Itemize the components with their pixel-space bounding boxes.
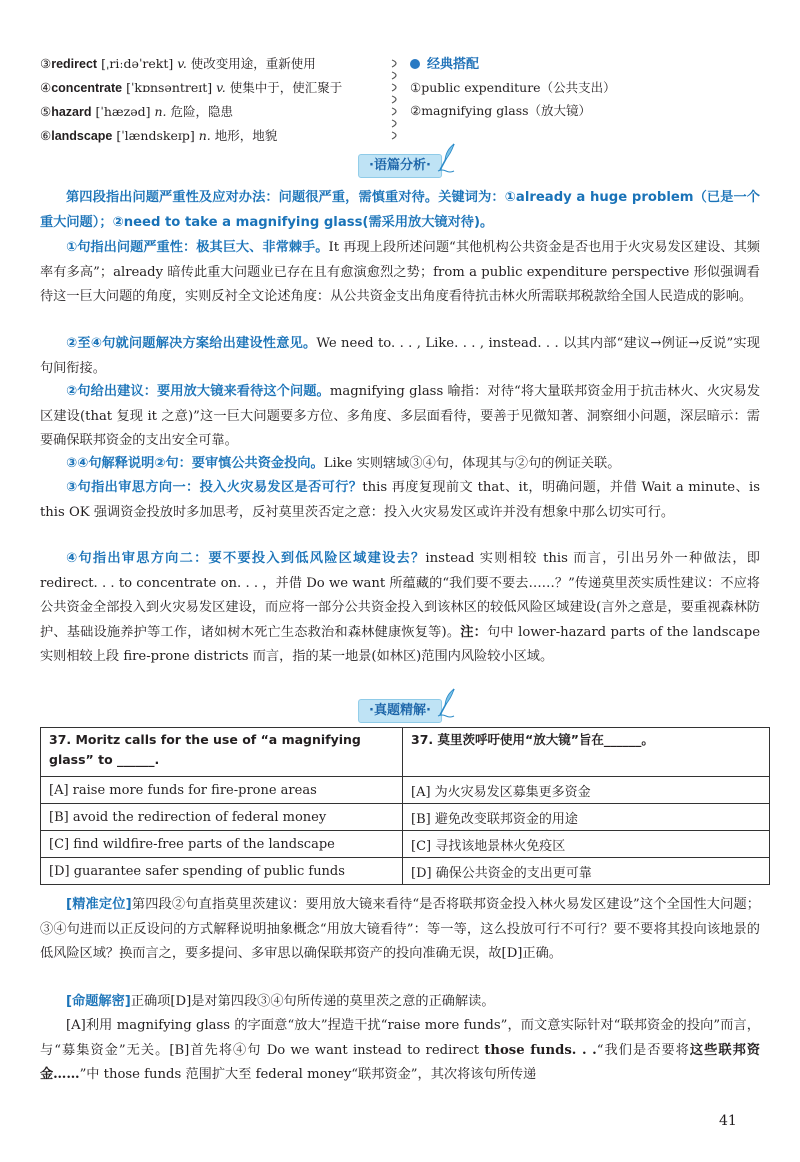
vocab-list <box>40 52 390 148</box>
spiral-divider-icon <box>389 56 403 142</box>
section-title: ·真题精解· <box>358 699 442 723</box>
analysis-paragraph: ④句指出审思方向二：要不要投入到低风险区域建设去？instead 实则相较 this 而言，引出另外一种做法，即 redirect. . . to concentrate on. . . ，并借 Do we want 所蕴藏的“我们要不要去……？”传递莫里茨实质性建议：不应将公共资金全部投入到火灾易发区建设，而应将一部分公共资金投入到该林区的较低风险区域建设(言外之意是，要重视森林防护、基础设施养护等工作，诸如树木死亡生态救治和森林健康恢复等)。注：句中 lower-hazard parts of the landscape 实则相较上段 fire-prone districts 而言，指的某一地景(如林区)范围内风险较小区域。 <box>40 551 761 664</box>
quill-pen-icon <box>436 685 458 719</box>
bullet-dot-icon <box>410 59 420 69</box>
section-banner-solution <box>0 695 800 725</box>
analysis-intro: 第四段指出问题严重性及应对办法：问题很严重，需慎重对待。关键词为：①already a huge problem（已是一个重大问题）；②need to take a magnifying glass(需采用放大镜对待)。 <box>40 190 760 230</box>
option-en: [D] guarantee safer spending of public funds <box>41 858 403 885</box>
collocation-item: ②magnifying glass（放大镜） <box>410 103 592 118</box>
vocab-item: ⑥landscape [ˈlændskeɪp] n. 地形，地貌 <box>40 128 278 143</box>
page-number: 41 <box>719 1113 737 1129</box>
analysis-paragraph: ③句指出审思方向一：投入火灾易发区是否可行？this 再度复现前文 that、it，明确问题，并借 Wait a minute、is this OK 强调资金投放时多加思考，反衬莫里茨否定之意：投入火灾易发区或许并没有想象中那么切实可行。 <box>40 480 760 520</box>
quill-pen-icon <box>436 140 458 174</box>
analysis-paragraph: ②句给出建议：要用放大镜来看待这个问题。magnifying glass 喻指：对待“将大量联邦资金用于抗击林火、火灾易发区建设(that 复现 it 之意)”这一巨大问题要多方位、多角度、多层面看待，要善于见微知著、洞察细小问题，深层暗示：需要确保联邦资金的支出安全可靠。 <box>40 384 761 448</box>
option-zh: [A] 为火灾易发区募集更多资金 <box>403 777 770 804</box>
option-row <box>41 831 770 858</box>
question-table <box>40 727 770 885</box>
answer-decode: [命题解密]正确项[D]是对第四段③④句所传递的莫里茨之意的正确解读。 <box>66 994 495 1009</box>
collocation-item: ①public expenditure（公共支出） <box>410 80 616 95</box>
analysis-paragraph: ③④句解释说明②句：要审慎公共资金投向。Like 实则辖域③④句，体现其与②句的例证关联。 <box>66 456 621 471</box>
option-en: [C] find wildfire-free parts of the landscape <box>41 831 403 858</box>
analysis-paragraph: ②至④句就问题解决方案给出建设性意见。We need to. . . , Like. . . , instead. . . 以其内部“建议→例证→反说”实现句间衔接。 <box>40 336 760 376</box>
section-title: ·语篇分析· <box>358 154 442 178</box>
option-zh: [C] 寻找该地景林火免疫区 <box>403 831 770 858</box>
vocab-item: ⑤hazard [ˈhæzəd] n. 危险，隐患 <box>40 104 233 119</box>
collocation-title: 经典搭配 <box>427 57 480 72</box>
question-stem-en: 37. Moritz calls for the use of “a magnifying glass” to ______. <box>41 728 403 777</box>
option-zh: [B] 避免改变联邦资金的用途 <box>403 804 770 831</box>
vocab-item: ③redirect [ˌriːdəˈrekt] v. 使改变用途，重新使用 <box>40 56 316 71</box>
question-stem-row <box>41 728 770 777</box>
option-row <box>41 777 770 804</box>
section-banner-analysis <box>0 150 800 180</box>
option-row <box>41 858 770 885</box>
collocation-box <box>410 52 770 122</box>
analysis-paragraph: ①句指出问题严重性：极其巨大、非常棘手。It 再现上段所述问题“其他机构公共资金是否也用于火灾易发区建设、其频率有多高”；already 暗传此重大问题业已存在且有愈演愈烈之势；from a public expenditure perspective 形似强调看待这一巨大问题的角度，实则反衬全文论述角度：从公共资金支出角度看待抗击林火所需联邦税款给全国人民造成的影响。 <box>40 240 760 304</box>
option-row <box>41 804 770 831</box>
question-stem-zh: 37. 莫里茨呼吁使用“放大镜”旨在______。 <box>403 728 770 777</box>
answer-location: [精准定位]第四段②句直指莫里茨建议：要用放大镜来看待“是否将联邦资金投入林火易发区建设”这个全国性大问题；③④句进而以正反设问的方式解释说明抽象概念“用放大镜看待”：等一等，这么投放可行不可行？要不要将其投向该地景的低风险区域？换而言之，要多提问、多审思以确保联邦资产的投向准确无误，故[D]正确。 <box>40 897 760 961</box>
option-en: [B] avoid the redirection of federal money <box>41 804 403 831</box>
option-en: [A] raise more funds for fire-prone areas <box>41 777 403 804</box>
option-zh: [D] 确保公共资金的支出更可靠 <box>403 858 770 885</box>
answer-distractor-analysis: [A]利用 magnifying glass 的字面意“放大”捏造干扰“raise more funds”，而文意实际针对“联邦资金的投向”而言，与“募集资金”无关。[B]首先将④句 Do we want instead to redirect those funds. . .“我们是否要将这些联邦资金……”中 those funds 范围扩大至 federal money“联邦资金”，其次将该句所传递 <box>40 1018 760 1082</box>
vocab-item: ④concentrate [ˈkɒnsəntreɪt] v. 使集中于，使汇聚于 <box>40 80 343 95</box>
